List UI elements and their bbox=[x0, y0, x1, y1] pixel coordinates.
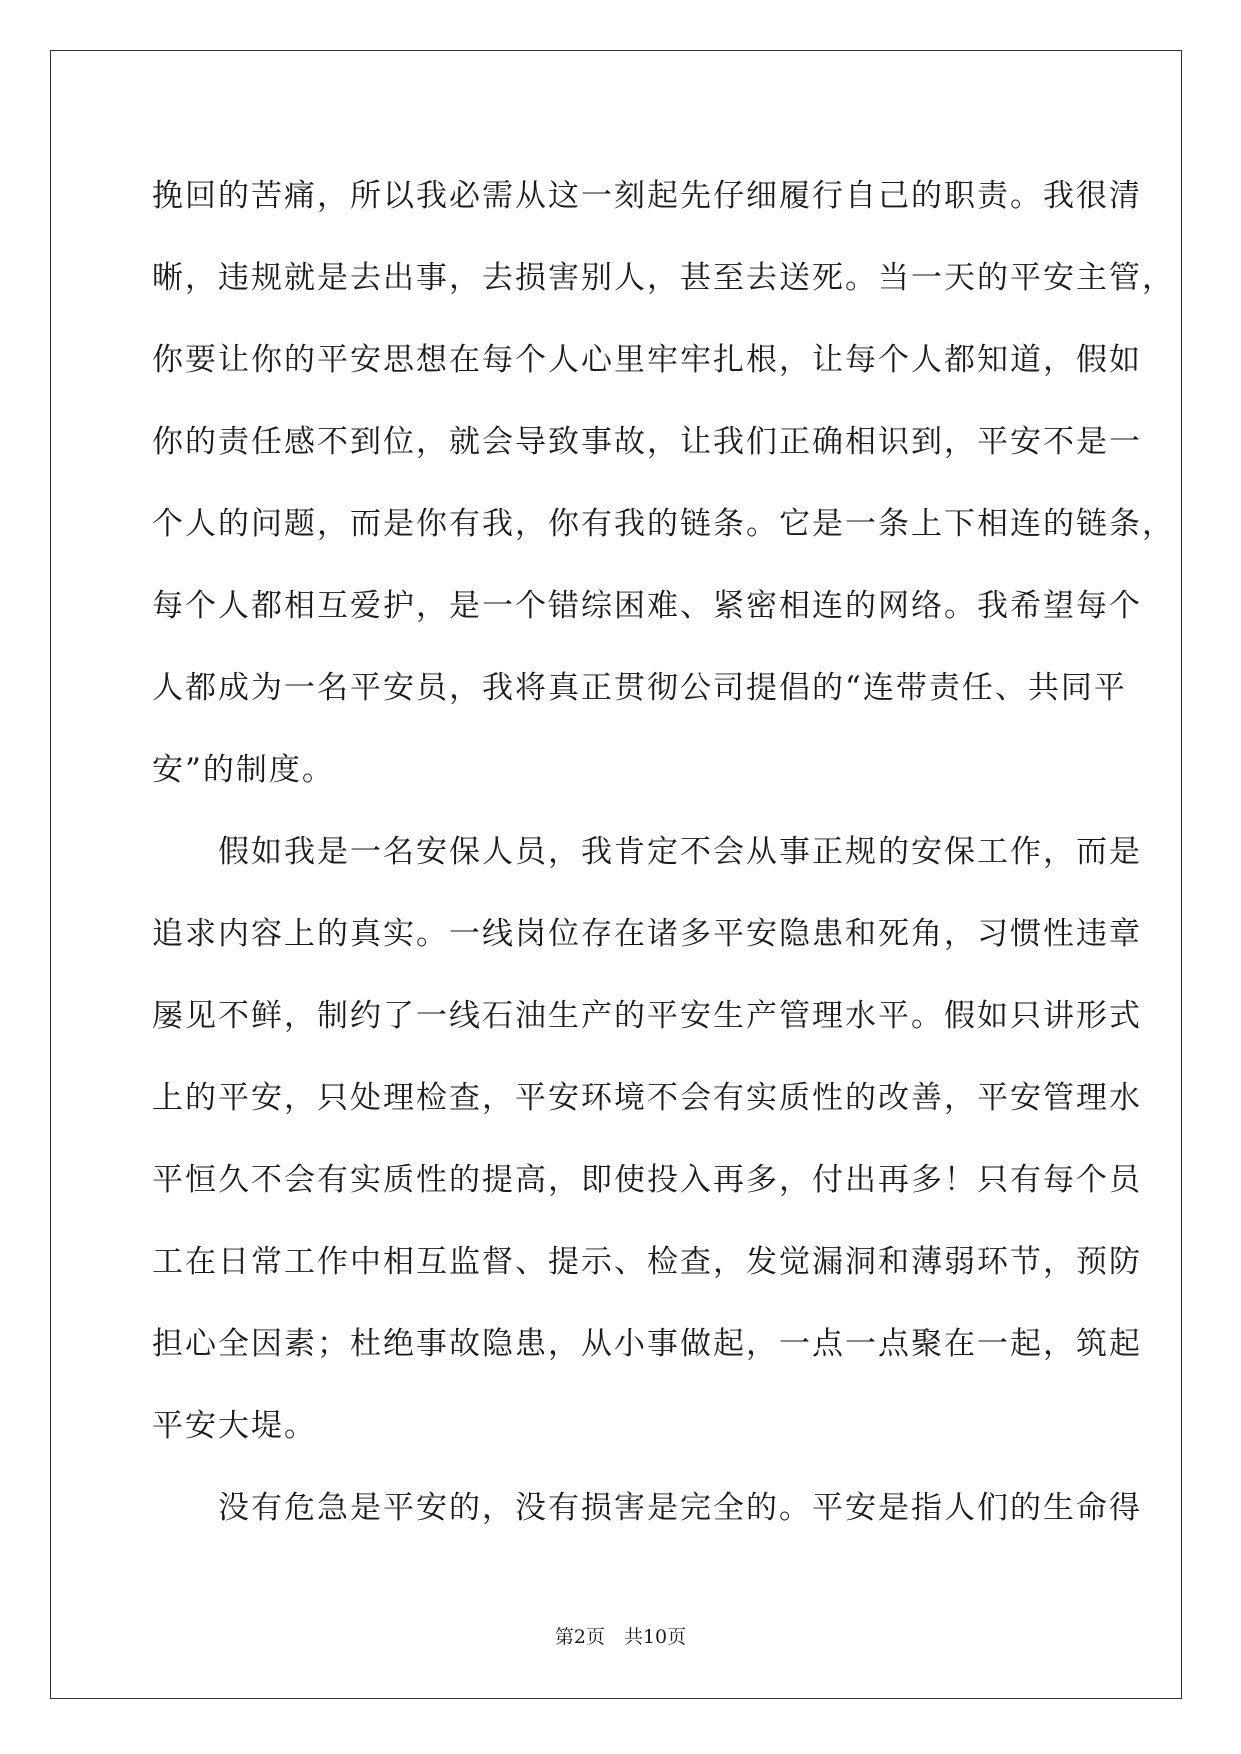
text-line: 假如我是一名安保人员，我肯定不会从事正规的安保工作，而是 bbox=[152, 834, 1142, 870]
text-line: 屡见不鲜，制约了一线石油生产的平安生产管理水平。假如只讲形式 bbox=[152, 998, 1142, 1034]
text-line: 你的责任感不到位，就会导致事故，让我们正确相识到，平安不是一 bbox=[152, 424, 1142, 460]
text-line: 每个人都相互爱护，是一个错综困难、紧密相连的网络。我希望每个 bbox=[152, 588, 1142, 624]
text-line: 挽回的苦痛，所以我必需从这一刻起先仔细履行自己的职责。我很清 bbox=[152, 178, 1142, 214]
text-line: 追求内容上的真实。一线岗位存在诸多平安隐患和死角，习惯性违章 bbox=[152, 916, 1142, 952]
text-line: 你要让你的平安思想在每个人心里牢牢扎根，让每个人都知道，假如 bbox=[152, 342, 1142, 378]
text-line: 工在日常工作中相互监督、提示、检查，发觉漏洞和薄弱环节，预防 bbox=[152, 1244, 1142, 1280]
text-line: 平恒久不会有实质性的提高，即使投入再多，付出再多！只有每个员 bbox=[152, 1162, 1142, 1198]
text-line: 没有危急是平安的，没有损害是完全的。平安是指人们的生命得 bbox=[152, 1490, 1142, 1526]
text-line: 平安大堤。 bbox=[152, 1408, 317, 1444]
paragraph-2 bbox=[152, 811, 1142, 1467]
text-line: 安”的制度。 bbox=[152, 752, 335, 788]
text-line: 个人的问题，而是你有我，你有我的链条。它是一条上下相连的链条， bbox=[152, 506, 1175, 542]
page-number-label: 第2页 共10页 bbox=[554, 1626, 687, 1648]
document-body bbox=[152, 155, 1175, 1549]
page-footer bbox=[0, 1622, 1241, 1649]
text-line: 上的平安，只处理检查，平安环境不会有实质性的改善，平安管理水 bbox=[152, 1080, 1142, 1116]
text-line: 人都成为一名平安员，我将真正贯彻公司提倡的“连带责任、共同平 bbox=[152, 670, 1127, 706]
paragraph-3 bbox=[152, 1467, 1142, 1549]
text-line: 担心全因素；杜绝事故隐患，从小事做起，一点一点聚在一起，筑起 bbox=[152, 1326, 1142, 1362]
text-line: 晰，违规就是去出事，去损害别人，甚至去送死。当一天的平安主管， bbox=[152, 260, 1175, 296]
paragraph-1 bbox=[152, 155, 1175, 811]
